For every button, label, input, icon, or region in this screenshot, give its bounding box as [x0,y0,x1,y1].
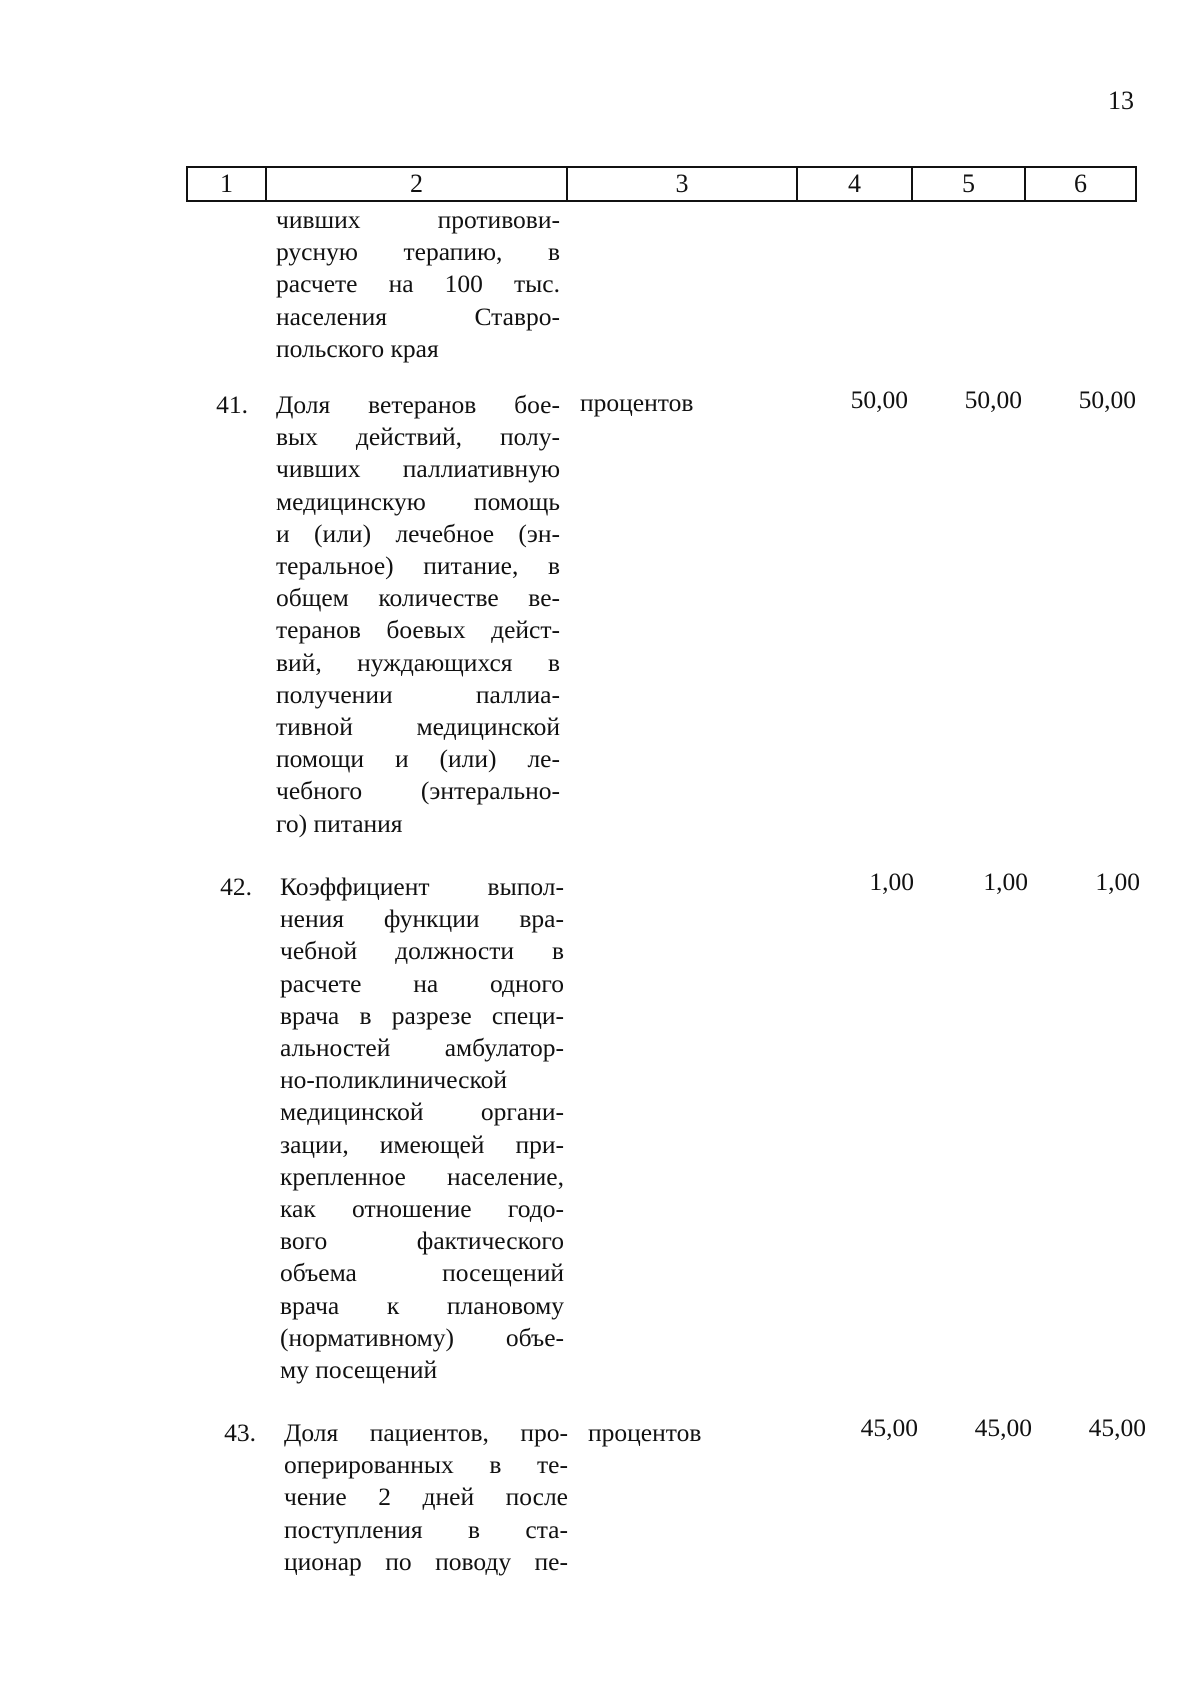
description-line: помощи и (или) ле- [276,744,560,774]
description-line: и (или) лечебное (эн- [276,518,560,548]
header-col-4: 4 [798,168,913,200]
row-42-value-col6: 1,00 [1095,867,1140,896]
description-line: чебного (энтерально- [276,776,560,806]
row-41-value-col6: 50,00 [1078,385,1136,414]
description-line: Коэффициент выпол- [280,872,564,901]
description-line: общем количестве ве- [276,583,560,613]
description-line: чение 2 дней после [284,1482,568,1512]
row-42-value-col5: 1,00 [983,867,1028,896]
row-43-value-col4: 45,00 [860,1413,918,1442]
description-line: теральное) питание, в [276,551,560,581]
description-line: объема посещений [280,1258,564,1288]
header-col-3: 3 [568,168,798,200]
description-line: (нормативному) объе- [280,1322,564,1352]
description-line: как отношение годо- [280,1194,564,1224]
description-line: медицинской органи- [280,1097,564,1127]
description-line: тивной медицинской [276,712,560,742]
description-line: чебной должности в [280,936,564,966]
row-41-value-col5: 50,00 [964,385,1022,414]
page-number: 13 [1108,86,1134,115]
row-42-value-col4: 1,00 [869,867,914,896]
description-line: чивших паллиативную [276,454,560,484]
row-number-42: 42. [220,872,252,901]
description-line: медицинскую помощь [276,486,560,516]
description-line: расчете на одного [280,968,564,998]
description-line: населения Ставро- [276,301,560,331]
description-line: польского края [276,333,439,363]
description-line: русную терапию, в [276,237,560,267]
description-line: крепленное население, [280,1161,564,1191]
description-line: но-поликлинической [280,1065,507,1095]
description-line: поступления в ста- [284,1514,568,1544]
description-line: вых действий, полу- [276,422,560,452]
row-number-43: 43. [224,1418,256,1447]
description-line: му посещений [280,1355,438,1385]
row-43-value-col6: 45,00 [1088,1413,1146,1442]
row-42-description [280,871,564,1386]
description-line: нения функции вра- [280,904,564,934]
row-continuation-description [276,204,560,365]
description-line: оперированных в те- [284,1450,568,1480]
row-number-41: 41. [216,390,248,419]
description-line: вий, нуждающихся в [276,647,560,677]
description-line: врача к плановому [280,1290,564,1320]
row-43-description [284,1417,568,1578]
row-41-value-col4: 50,00 [850,385,908,414]
description-line: врача в разрезе специ- [280,1000,564,1030]
description-line: Доля пациентов, про- [284,1418,568,1447]
header-col-6: 6 [1074,169,1087,198]
description-line: получении паллиа- [276,679,560,709]
header-col-2: 2 [267,168,568,200]
description-line: теранов боевых дейст- [276,615,560,645]
description-line: Доля ветеранов бое- [276,390,560,419]
description-line: зации, имеющей при- [280,1129,564,1159]
row-43-value-col5: 45,00 [974,1413,1032,1442]
description-line: чивших противови- [276,205,560,234]
table-header [186,166,1137,202]
header-col-5: 5 [913,168,1026,200]
header-col-1: 1 [188,168,267,200]
row-43-unit: процентов [588,1418,702,1447]
row-41-description [276,389,560,840]
description-line: го) питания [276,808,403,838]
description-line: альностей амбулатор- [280,1033,564,1063]
description-line: ционар по поводу пе- [284,1546,568,1576]
description-line: вого фактического [280,1226,564,1256]
description-line: расчете на 100 тыс. [276,269,560,299]
row-41-unit: процентов [580,388,694,417]
